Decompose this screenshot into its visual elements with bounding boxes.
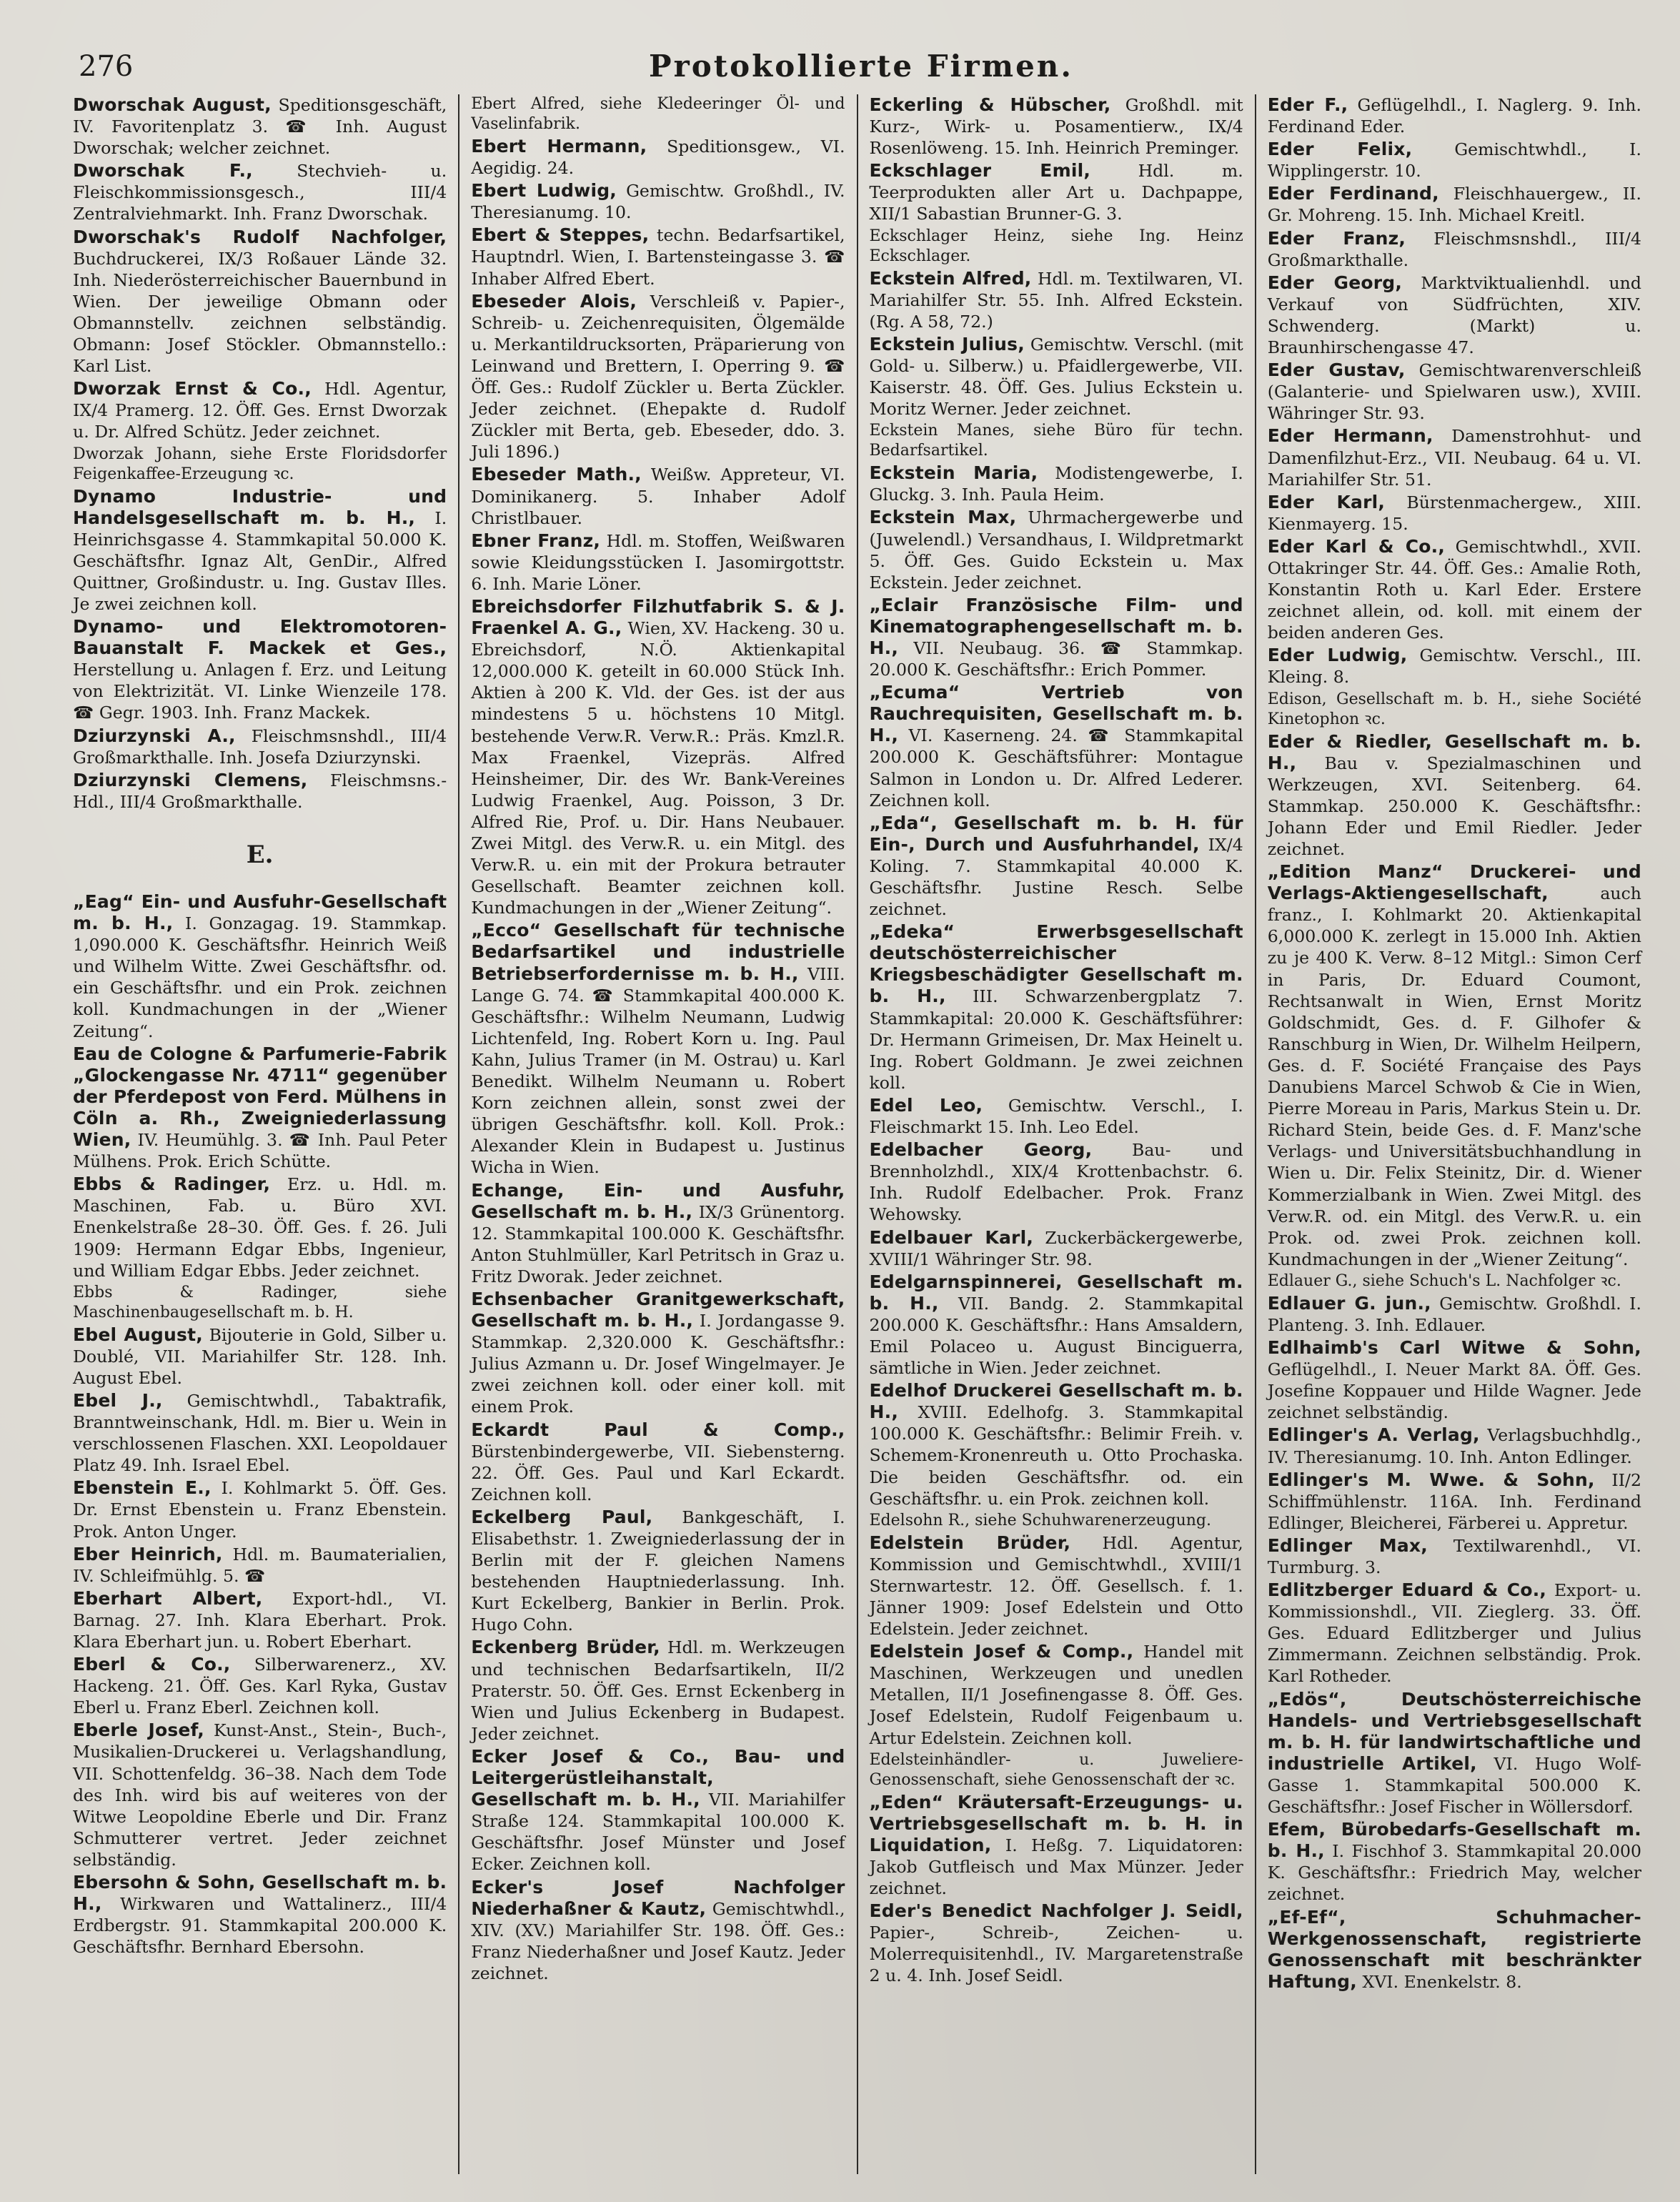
firm-entry <box>1268 1579 1641 1687</box>
column-4 <box>1255 94 1653 2174</box>
firm-entry <box>73 1588 447 1652</box>
firm-name: Eder Felix, <box>1267 139 1413 160</box>
firm-details: Textilwarenhdl., VI. Turmburg. 3. <box>1267 1535 1642 1577</box>
firm-name: Edlinger's A. Verlag, <box>1267 1424 1480 1446</box>
firm-details: Bau- und Brennholzhdl., XIX/4 Krottenbachstr. 6. Inh. Rudolf Edelbacher. Prok. Franz Wehowsky. <box>869 1140 1243 1225</box>
firm-details: Edelsohn R., siehe Schuhwarenerzeugung. <box>869 1511 1211 1529</box>
firm-details: Handel mit Maschinen, Werkzeugen und unedlen Metallen, II/1 Josefinengasse 8. Öff. Ges. Josef Edelstein, Rudolf Feigenbaum u. Artur Edelstein. Zeichnen koll. <box>869 1642 1243 1748</box>
firm-entry <box>73 1324 447 1389</box>
firm-entry <box>1268 183 1641 226</box>
firm-entry <box>1268 272 1641 358</box>
firm-entry <box>471 530 845 595</box>
firm-name: Edelstein Brüder, <box>869 1532 1071 1553</box>
firm-name: Dynamo- und Elektromotoren-Bauanstalt F. Mackek et Ges., <box>73 616 447 659</box>
firm-details: Bau v. Spezialmaschinen und Werkzeugen, XVI. Seitenberg. 64. Stammkap. 250.000 K. Geschäftsfhr.: Johann Eder und Emil Riedler. Jeder zeichnet. <box>1267 753 1641 859</box>
firm-entry <box>73 1174 447 1281</box>
firm-entry <box>1268 1689 1641 1818</box>
firm-details: VIII. Lange G. 74. ☎ Stammkapital 400.000 K. Geschäftsfhr.: Wilhelm Neumann, Ludwig Lichtenfeld, Ing. Robert Korn u. Ing. Paul Kahn, Julius Tramer (in M. Ostrau) u. Karl Benedikt. Wilhelm Neumann u. Robert Korn zeichnen allein, sonst zwei der übrigen Geschäftsfhr. koll. Koll. Prok.: Alexander Klein in Budapest u. Justinus Wicha in Wien. <box>471 963 845 1178</box>
firm-details: Hdl. Agentur, IX/4 Pramerg. 12. Öff. Ges. Ernst Dworzak u. Dr. Alfred Schütz. Jeder zeichnet. <box>73 379 447 442</box>
firm-name: Eckstein Max, <box>869 507 1017 528</box>
firm-details: Speditionsgew., VI. Aegidig. 24. <box>471 137 845 179</box>
firm-details: I. Fischhof 3. Stammkapital 20.000 K. Geschäftsfhr.: Friedrich May, welcher zeichnet. <box>1267 1841 1641 1905</box>
firm-details: Fleischmsnshdl., III/4 Großmarkthalle. Inh. Josefa Dziurzynski. <box>73 725 447 768</box>
firm-entry <box>73 227 447 377</box>
firm-entry <box>471 464 845 528</box>
firm-entry <box>1268 425 1641 490</box>
firm-name: Ebert & Steppes, <box>471 224 650 246</box>
firm-details: Großhdl. mit Kurz-, Wirk- u. Posamentierw., IX/4 Rosenlöweng. 15. Inh. Heinrich Preminger. <box>869 95 1243 159</box>
firm-name: Dworschak F., <box>73 160 253 182</box>
firm-details: Kunst-Anst., Stein-, Buch-, Musikalien-Druckerei u. Verlagshandlung, VII. Schottenfeldg. 36–38. Nach dem Tode des Inh. wird bis auf weiteres von der Witwe Leopoldine Eberle und Dir. Franz Schmutterer vertret. Jeder zeichnet selbständig. <box>73 1720 447 1870</box>
firm-name: Ebeseder Alois, <box>471 290 637 312</box>
firm-name: Ebel August, <box>73 1324 203 1345</box>
firm-details: Verschleiß v. Papier-, Schreib- u. Zeichenrequisiten, Ölgemälde u. Merkantildrucksorten, Präparierung von Leinwand und Brettern, I. Operring 9. ☎ Öff. Ges.: Rudolf Zückler u. Berta Zückler. Jeder zeichnet. (Ehepakte d. Rudolf Zückler mit Berta, geb. Ebeseder, ddo. 3. Juli 1896.) <box>471 291 845 462</box>
firm-name: Edlitzberger Eduard & Co., <box>1267 1579 1547 1601</box>
cross-reference-entry <box>1268 1271 1641 1291</box>
firm-details: Damenstrohhut- und Damenfilzhut-Erz., VII. Neubaug. 64 u. VI. Mariahilfer Str. 51. <box>1267 426 1641 490</box>
firm-details: techn. Bedarfsartikel, Hauptndrl. Wien, I. Bartensteingasse 3. ☎ Inhaber Alfred Ebert. <box>471 225 845 289</box>
firm-details: Eckstein Manes, siehe Büro für techn. Bedarfsartikel. <box>869 422 1243 460</box>
firm-details: VI. Kaserneng. 24. ☎ Stammkapital 200.000 K. Geschäftsführer: Montague Salmon in London u. Dr. Alfred Lederer. Zeichnen koll. <box>869 725 1243 810</box>
firm-entry <box>1268 1819 1641 1905</box>
firm-name: Eckelberg Paul, <box>471 1506 653 1527</box>
firm-entry <box>870 507 1243 592</box>
firm-details: Edison, Gesellschaft m. b. H., siehe Société Kinetophon ꝛc. <box>1267 690 1641 728</box>
cross-reference-entry <box>870 1511 1243 1531</box>
firm-name: Edlinger's M. Wwe. & Sohn, <box>1267 1469 1595 1490</box>
firm-details: I. Heinrichsgasse 4. Stammkapital 50.000 K. Geschäftsfhr. Ignaz Alt, GenDir., Alfred Quittner, Großindustr. u. Ing. Gustav Illes. Je zwei zeichnen koll. <box>73 507 447 614</box>
firm-entry <box>870 1271 1243 1379</box>
firm-name: Edel Leo, <box>869 1094 983 1116</box>
column-1 <box>70 94 458 2174</box>
firm-details: Fleischmsns.-Hdl., III/4 Großmarkthalle. <box>73 770 447 812</box>
firm-entry <box>870 160 1243 224</box>
firm-name: Eder Karl & Co., <box>1267 535 1446 557</box>
firm-entry <box>73 160 447 224</box>
firm-name: „Ecco“ Gesellschaft für technische Bedarfsartikel und industrielle Betriebserfordernisse m. b. H., <box>471 920 845 984</box>
firm-details: II/2 Schiffmühlenstr. 116A. Inh. Ferdinand Edlinger, Bleicherei, Färberei u. Appretur. <box>1267 1469 1641 1533</box>
firm-entry <box>870 1532 1243 1640</box>
firm-entry <box>1268 731 1641 861</box>
firm-details: Gemischtw. Großhdl., IV. Theresianumg. 10. <box>471 181 845 223</box>
firm-details: III. Schwarzenbergplatz 7. Stammkapital: 20.000 K. Geschäftsführer: Dr. Hermann Grimeisen, Dr. Max Heinelt u. Ing. Robert Goldmann. Je zwei zeichnen koll. <box>869 986 1243 1093</box>
firm-name: Eberle Josef, <box>73 1720 204 1741</box>
firm-details: Hdl. m. Teerprodukten aller Art u. Dachpappe, XII/1 Sabastian Brunner-G. 3. <box>869 161 1243 224</box>
firm-name: Ebner Franz, <box>471 530 601 551</box>
firm-details: Hdl. m. Werkzeugen und technischen Bedarfsartikeln, II/2 Praterstr. 50. Öff. Ges. Ernst Eckenberg in Wien und Julius Eckenberg in Budapest. Jeder zeichnet. <box>471 1637 845 1744</box>
firm-entry <box>870 268 1243 332</box>
columns-container <box>70 94 1653 2174</box>
firm-entry <box>471 224 845 289</box>
cross-reference-entry <box>870 421 1243 461</box>
firm-details: Export- u. Kommissionshdl., VII. Zieglerg. 33. Öff. Ges. Eduard Edlitzberger und Julius Zimmermann. Zeichnen selbständig. Prok. Karl Rotheder. <box>1267 1580 1642 1687</box>
firm-details: Verlagsbuchhdlg., IV. Theresianumg. 10. Inh. Anton Edlinger. <box>1267 1425 1641 1467</box>
firm-details: Zuckerbäckergewerbe, XVIII/1 Währinger Str. 98. <box>869 1227 1243 1269</box>
firm-details: Gemischtwarenverschleiß (Galanterie- und Spielwaren usw.), XVIII. Währinger Str. 93. <box>1267 360 1641 424</box>
firm-entry <box>870 813 1243 920</box>
firm-name: Eckschlager Emil, <box>869 160 1091 182</box>
firm-entry <box>1268 1535 1641 1578</box>
firm-details: Gemischtw. Verschl., I. Fleischmarkt 15. Inh. Leo Edel. <box>869 1095 1243 1138</box>
firm-name: Dziurzynski Clemens, <box>73 769 308 790</box>
firm-entry <box>870 595 1243 680</box>
firm-details: I. Jordangasse 9. Stammkap. 2,320.000 K. Geschäftsfhr.: Julius Azmann u. Dr. Josef Wingelmayer. Je zwei zeichnen koll. oder einer koll. mit einem Prok. <box>471 1311 845 1417</box>
firm-details: Gemischtwhdl., Tabaktrafik, Branntweinschank, Hdl. m. Bier u. Wein in verschlossenen Flaschen. XXI. Leopoldauer Platz 49. Inh. Israel Ebel. <box>73 1390 447 1476</box>
firm-name: Eckardt Paul & Comp., <box>471 1419 845 1440</box>
firm-entry <box>73 486 447 615</box>
firm-name: Eberl & Co., <box>73 1654 231 1675</box>
firm-entry <box>1268 228 1641 271</box>
firm-entry <box>870 1380 1243 1509</box>
firm-name: Eder Ferdinand, <box>1267 183 1439 204</box>
firm-entry <box>1268 139 1641 182</box>
firm-entry <box>471 1419 845 1505</box>
firm-details: Herstellung u. Anlagen f. Erz. und Leitung von Elektrizität. VI. Linke Wienzeile 178. ☎ Gegr. 1903. Inh. Franz Mackek. <box>73 660 447 723</box>
firm-name: Edelgarnspinnerei, Gesellschaft m. b. H., <box>869 1271 1243 1314</box>
firm-name: „Eda“, Gesellschaft m. b. H. für Ein-, Durch und Ausfuhrhandel, <box>869 812 1243 855</box>
firm-entry <box>471 1877 845 1984</box>
firm-details: Hdl. m. Stoffen, Weißwaren sowie Kleidungsstücken I. Jasomirgottstr. 6. Inh. Marie Löner. <box>471 530 845 594</box>
firm-name: Ebert Ludwig, <box>471 180 617 202</box>
firm-name: Echange, Ein- und Ausfuhr, Gesellschaft m. b. H., <box>471 1179 845 1222</box>
firm-name: Edelstein Josef & Comp., <box>869 1641 1134 1662</box>
firm-name: Eder Ludwig, <box>1267 645 1408 666</box>
firm-details: Bürstenbindergewerbe, VII. Siebensterng. 22. Öff. Ges. Paul und Karl Eckardt. Zeichnen koll. <box>471 1441 845 1504</box>
firm-details: IV. Heumühlg. 3. ☎ Inh. Paul Peter Mülhens. Prok. Erich Schütte. <box>73 1130 447 1172</box>
firm-details: Modistengewerbe, I. Gluckg. 3. Inh. Paula Heim. <box>869 463 1243 505</box>
firm-name: Eder F., <box>1267 94 1348 115</box>
cross-reference-entry <box>73 445 447 485</box>
firm-name: Ecker's Josef Nachfolger Niederhaßner & Kautz, <box>471 1876 845 1919</box>
firm-entry <box>73 891 447 1042</box>
firm-entry <box>73 1720 447 1870</box>
firm-entry <box>870 1792 1243 1899</box>
firm-name: Eder Franz, <box>1267 227 1406 249</box>
running-title: Protokollierte Firmen. <box>649 49 1073 84</box>
firm-name: Eckstein Alfred, <box>869 267 1032 289</box>
firm-entry <box>471 1180 845 1287</box>
firm-name: Eau de Cologne & Parfumerie-Fabrik „Glockengasse Nr. 4711“ gegenüber der Pferdepost von Ferd. Mülhens in Cöln a. Rh., Zweigniederlassung Wien, <box>73 1043 447 1151</box>
firm-details: Gemischtwhdl., XIV. (XV.) Mariahilfer Str. 198. Öff. Ges.: Franz Niederhaßner und Josef Kautz. Jeder zeichnet. <box>471 1898 845 1983</box>
firm-name: „Edeka“ Erwerbsgesellschaft deutschösterreichischer Kriegsbeschädigter Gesellschaft m. b. H., <box>869 921 1243 1007</box>
firm-entry <box>471 1289 845 1418</box>
firm-name: Eberhart Albert, <box>73 1587 263 1609</box>
firm-details: Bijouterie in Gold, Silber u. Doublé, VII. Mariahilfer Str. 128. Inh. August Ebel. <box>73 1324 447 1388</box>
firm-entry <box>1268 1424 1641 1467</box>
firm-entry <box>1268 492 1641 535</box>
firm-details: Bankgeschäft, I. Elisabethstr. 1. Zweigniederlassung der in Berlin mit der F. gleichen Namens bestehenden Hauptniederlassung. Inh. Kurt Eckelberg, Bankier in Berlin. Prok. Hugo Cohn. <box>471 1507 845 1635</box>
firm-entry <box>73 378 447 442</box>
firm-entry <box>471 1637 845 1744</box>
firm-details: Export-hdl., VI. Barnag. 27. Inh. Klara Eberhart. Prok. Klara Eberhart jun. u. Robert Eberhart. <box>73 1588 447 1652</box>
cross-reference-entry <box>73 1283 447 1323</box>
firm-name: „Eden“ Kräutersaft-Erzeugungs- u. Vertriebsgesellschaft m. b. H. in Liquidation, <box>869 1791 1243 1855</box>
firm-entry <box>1268 1293 1641 1336</box>
section-letter: E. <box>246 840 274 869</box>
firm-name: Eder Karl, <box>1267 491 1386 512</box>
firm-name: „Eag“ Ein- und Ausfuhr-Gesellschaft m. b. H., <box>73 891 447 934</box>
column-2 <box>458 94 856 2174</box>
firm-name: „Ef-Ef“, Schuhmacher-Werkgenossenschaft, registrierte Genossenschaft mit beschränkter Haftung, <box>1267 1906 1641 1992</box>
cross-reference-entry <box>471 94 845 134</box>
firm-name: Eder Hermann, <box>1267 425 1433 447</box>
firm-name: Ebersohn & Sohn, Gesellschaft m. b. H., <box>73 1872 447 1915</box>
column-3 <box>857 94 1255 2174</box>
firm-details: VII. Mariahilfer Straße 124. Stammkapital 100.000 K. Geschäftsfhr. Josef Münster und Josef Ecker. Zeichnen koll. <box>471 1790 845 1875</box>
firm-entry <box>471 136 845 179</box>
firm-details: I. Gonzagag. 19. Stammkap. 1,090.000 K. Geschäftsfhr. Heinrich Weiß und Wilhelm Witte. Zwei Geschäftsfhr. od. ein Geschäftsfhr. und ein Prok. zeichnen koll. Kundmachungen in der „Wiener Zeitung“. <box>73 913 447 1041</box>
firm-details: Ebert Alfred, siehe Kledeeringer Öl- und Vaselinfabrik. <box>471 95 845 133</box>
firm-name: Dynamo Industrie- und Handelsgesellschaft m. b. H., <box>73 485 447 528</box>
firm-entry <box>471 596 845 918</box>
firm-entry <box>73 1043 447 1173</box>
firm-name: Eckstein Maria, <box>869 462 1038 484</box>
firm-details: Speditionsgeschäft, IV. Favoritenplatz 3. ☎ Inh. August Dworschak; welcher zeichnet. <box>73 95 447 159</box>
firm-name: Dworschak's Rudolf Nachfolger, <box>73 226 447 247</box>
firm-name: Eckenberg Brüder, <box>471 1637 660 1658</box>
firm-details: auch franz., I. Kohlmarkt 20. Aktienkapital 6,000.000 K. zerlegt in 15.000 Inh. Aktien zu je 400 K. Verw. 8–12 Mitgl.: Simon Cerf in Paris, Dr. Eduard Coumont, Rechtsanwalt in Wien, Ernst Moritz Goldschmidt, Ges. d. F. Gilhofer & Ranschburg in Wien, Dr. Wilhelm Heilpern, Ges. d. F. Société Française des Pays Danubiens Marcel Schwob & Cie in Wien, Pierre Moreau in Paris, Markus Stein u. Dr. Richard Stein, beide Ges. d. F. Manz'sche Verlags- und Universitätsbuchhandlung in Wien u. Dir. Felix Steinitz, Dir. d. Wiener Kommerzialbank in Wien. Zwei Mitgl. des Verw.R. od. ein Mitgl. des Verw.R. u. ein Prok. od. zwei Prok. zeichnen koll. Kundmachungen in der „Wiener Zeitung“. <box>1267 883 1641 1269</box>
page-header <box>79 44 1644 101</box>
firm-entry <box>870 1139 1243 1225</box>
firm-name: Ebel J., <box>73 1389 163 1411</box>
firm-name: Ebert Hermann, <box>471 136 647 157</box>
firm-entry <box>73 770 447 813</box>
firm-details: Gemischtwhdl., I. Wipplingerstr. 10. <box>1267 139 1641 182</box>
firm-entry <box>1268 94 1641 137</box>
firm-details: Ebbs & Radinger, siehe Maschinenbaugesellschaft m. b. H. <box>73 1283 447 1321</box>
firm-name: Edelbauer Karl, <box>869 1226 1034 1248</box>
firm-details: Hdl. m. Baumaterialien, IV. Schleifmühlg. 5. ☎ <box>73 1544 447 1586</box>
firm-details: Fleischhauergew., II. Gr. Mohreng. 15. Inh. Michael Kreitl. <box>1267 184 1641 226</box>
firm-name: Ebbs & Radinger, <box>73 1174 271 1195</box>
page-number: 276 <box>79 50 134 83</box>
firm-entry <box>73 1477 447 1542</box>
firm-entry <box>1268 1907 1641 1993</box>
firm-name: Echsenbacher Granitgewerkschaft, Gesellschaft m. b. H., <box>471 1288 845 1331</box>
firm-details: Gemischtw. Verschl. (mit Gold- u. Silberw.) u. Pfaidlergewerbe, VII. Kaiserstr. 48. Öff. Ges. Julius Eckstein u. Moritz Werner. Jeder zeichnet. <box>869 334 1243 420</box>
firm-details: Wirkwaren und Wattalinerz., III/4 Erdbergstr. 91. Stammkapital 200.000 K. Geschäftsfhr. Bernhard Ebersohn. <box>73 1894 447 1958</box>
firm-details: Gemischtwhdl., XVII. Ottakringer Str. 44. Öff. Ges.: Amalie Roth, Konstantin Roth u. Karl Eder. Erstere zeichnet allein, od. koll. mit einem der beiden anderen Ges. <box>1267 536 1641 643</box>
firm-details: VII. Bandg. 2. Stammkapital 200.000 K. Geschäftsfhr.: Hans Amsaldern, Emil Polaceo u. August Binciguerra, sämtliche in Wien. Jeder zeichnet. <box>869 1293 1243 1379</box>
firm-details: Fleischmsnshdl., III/4 Großmarkthalle. <box>1267 228 1641 270</box>
firm-details: Bürstenmachergew., XIII. Kienmayerg. 15. <box>1267 492 1641 534</box>
firm-details: Gemischtw. Verschl., III. Kleing. 8. <box>1267 645 1641 688</box>
firm-name: Ebenstein E., <box>73 1477 212 1499</box>
firm-entry <box>471 180 845 223</box>
firm-name: Dziurzynski A., <box>73 725 236 746</box>
firm-name: Edelbacher Georg, <box>869 1139 1093 1161</box>
firm-name: Dworschak August, <box>73 94 272 115</box>
firm-name: Edlauer G. jun., <box>1267 1292 1431 1314</box>
firm-details: XVIII. Edelhofg. 3. Stammkapital 100.000 K. Geschäftsfhr.: Belimir Freih. v. Schemem-Kronenreuth u. Otto Prochaska. Die beiden Geschäftsfhr. od. ein Geschäftsfhr. u. ein Prok. zeichnen koll. <box>869 1402 1243 1509</box>
firm-details: Weißw. Appreteur, VI. Dominikanerg. 5. Inhaber Adolf Christlbauer. <box>471 465 845 528</box>
firm-entry <box>870 1227 1243 1270</box>
firm-entry <box>1268 645 1641 688</box>
firm-details: Erz. u. Hdl. m. Maschinen, Fab. u. Büro XVI. Enenkelstraße 28–30. Öff. Ges. f. 26. Juli 1909: Hermann Edgar Ebbs, Ingenieur, und William Edgar Ebbs. Jeder zeichnet. <box>73 1174 447 1281</box>
firm-details: Stechvieh- u. Fleischkommissionsgesch., III/4 Zentralviehmarkt. Inh. Franz Dworschak. <box>73 161 447 224</box>
firm-name: Eckstein Julius, <box>869 333 1025 354</box>
firm-entry <box>1268 1337 1641 1423</box>
firm-name: Eber Heinrich, <box>73 1543 223 1564</box>
firm-details: Silberwarenerz., XV. Hackeng. 21. Öff. Ges. Karl Ryka, Gustav Eberl u. Franz Eberl. Zeichnen koll. <box>73 1655 447 1718</box>
firm-entry <box>73 1654 447 1718</box>
firm-details: Dworzak Johann, siehe Erste Floridsdorfer Feigenkaffee-Erzeugung ꝛc. <box>73 445 447 483</box>
firm-details: Papier-, Schreib-, Zeichen- u. Molerrequisitenhdl., IV. Margaretenstraße 2 u. 4. Inh. Josef Seidl. <box>869 1923 1243 1986</box>
firm-entry <box>471 1746 845 1875</box>
firm-details: Geflügelhdl., I. Naglerg. 9. Inh. Ferdinand Eder. <box>1267 95 1641 137</box>
firm-details: Buchdruckerei, IX/3 Roßauer Lände 32. Inh. Niederösterreichischer Bauernbund in Wien. Der jeweilige Obmann oder Obmannstellv. zeichnen selbständig. Obmann: Josef Stöckler. Obmannstello.: Karl List. <box>73 248 447 377</box>
firm-name: Ebreichsdorfer Filzhutfabrik S. & J. Fraenkel A. G., <box>471 595 845 639</box>
firm-entry <box>870 1900 1243 1986</box>
firm-entry <box>1268 1469 1641 1534</box>
firm-entry <box>870 1641 1243 1748</box>
firm-entry <box>870 462 1243 505</box>
firm-entry <box>1268 861 1641 1270</box>
firm-details: I. Heßg. 7. Liquidatoren: Jakob Gutfleisch und Max Münzer. Jeder zeichnet. <box>869 1835 1243 1899</box>
firm-details: IX/3 Grünentorg. 12. Stammkapital 100.000 K. Geschäftsfhr. Anton Stuhlmüller, Karl Petritsch in Graz u. Fritz Dworak. Jeder zeichnet. <box>471 1201 845 1286</box>
firm-entry <box>73 94 447 159</box>
firm-entry <box>471 1507 845 1636</box>
firm-details: I. Kohlmarkt 5. Öff. Ges. Dr. Ernst Ebenstein u. Franz Ebenstein. Prok. Anton Unger. <box>73 1478 447 1542</box>
firm-entry <box>73 616 447 723</box>
firm-details: XVI. Enenkelstr. 8. <box>1356 1971 1522 1992</box>
firm-details: IX/4 Koling. 7. Stammkapital 40.000 K. Geschäftsfhr. Justine Resch. Selbe zeichnet. <box>869 834 1243 920</box>
firm-details: Edelsteinhändler- u. Juweliere-Genossenschaft, siehe Genossenschaft der ꝛc. <box>869 1750 1243 1789</box>
cross-reference-entry <box>1268 690 1641 730</box>
firm-details: Gemischtw. Großhdl. I. Planteng. 3. Inh. Edlauer. <box>1267 1293 1641 1335</box>
firm-name: Edelhof Druckerei Gesellschaft m. b. H., <box>869 1380 1243 1423</box>
firm-details: Geflügelhdl., I. Neuer Markt 8A. Öff. Ges. Josefine Koppauer und Hilde Wagner. Jede zeichnet selbständig. <box>1267 1359 1641 1423</box>
firm-entry <box>73 1872 447 1958</box>
firm-name: Dworzak Ernst & Co., <box>73 378 312 400</box>
cross-reference-entry <box>870 1750 1243 1790</box>
firm-entry <box>471 920 845 1178</box>
firm-name: „Eclair Französische Film- und Kinematographengesellschaft m. b. H., <box>869 594 1243 658</box>
firm-entry <box>870 334 1243 420</box>
firm-details: VII. Neubaug. 36. ☎ Stammkap. 20.000 K. Geschäftsfhr.: Erich Pommer. <box>869 638 1243 680</box>
firm-name: Edlhaimb's Carl Witwe & Sohn, <box>1267 1337 1641 1359</box>
firm-details: VI. Hugo Wolf-Gasse 1. Stammkapital 500.000 K. Geschäftsfhr.: Josef Fischer in Wöllersdorf. <box>1267 1753 1641 1817</box>
firm-details: Edlauer G., siehe Schuch's L. Nachfolger ꝛc. <box>1267 1271 1621 1290</box>
firm-details: Uhrmachergewerbe und (Juwelendl.) Versandhaus, I. Wildpretmarkt 5. Öff. Ges. Guido Eckstein u. Max Eckstein. Jeder zeichnet. <box>869 507 1243 592</box>
firm-entry <box>73 1390 447 1476</box>
firm-name: Edlinger Max, <box>1267 1534 1428 1556</box>
firm-name: Eckerling & Hübscher, <box>869 94 1111 115</box>
firm-entry <box>870 94 1243 159</box>
firm-name: Eder's Benedict Nachfolger J. Seidl, <box>869 1900 1243 1922</box>
firm-name: Efem, Bürobedarfs-Gesellschaft m. b. H., <box>1267 1819 1641 1862</box>
firm-entry <box>73 725 447 768</box>
firm-entry <box>73 1544 447 1587</box>
firm-name: Eder & Riedler, Gesellschaft m. b. H., <box>1267 730 1641 773</box>
cross-reference-entry <box>870 227 1243 267</box>
firm-name: Eder Georg, <box>1267 272 1403 293</box>
firm-name: Eder Gustav, <box>1267 359 1406 381</box>
firm-name: „Edition Manz“ Druckerei- und Verlags-Aktiengesellschaft, <box>1267 861 1641 904</box>
firm-name: Ebeseder Math., <box>471 464 642 485</box>
firm-details: Hdl. m. Textilwaren, VI. Mariahilfer Str. 55. Inh. Alfred Eckstein. (Rg. A 58, 72.) <box>869 268 1243 332</box>
firm-name: „Ecuma“ Vertrieb von Rauchrequisiten, Gesellschaft m. b. H., <box>869 682 1243 746</box>
firm-entry <box>870 682 1243 811</box>
firm-details: Eckschlager Heinz, siehe Ing. Heinz Eckschlager. <box>869 227 1243 265</box>
firm-name: „Edös“, Deutschösterreichische Handels- und Vertriebsgesellschaft m. b. H. für landwirtschaftliche und industrielle Artikel, <box>1267 1688 1641 1774</box>
firm-details: Marktviktualienhdl. und Verkauf von Südfrüchten, XIV. Schwenderg. (Markt) u. Braunhirschengasse 47. <box>1267 272 1641 358</box>
firm-entry <box>1268 359 1641 424</box>
firm-entry <box>471 291 845 463</box>
firm-entry <box>870 1095 1243 1138</box>
firm-details: Wien, XV. Hackeng. 30 u. Ebreichsdorf, N.Ö. Aktienkapital 12,000.000 K. geteilt in 60.000 Stück Inh. Aktien à 200 K. Vld. der Ges. ist der aus mindestens 5 u. höchstens 10 Mitgl. bestehende Verw.R. Verw.R.: Präs. Kmzl.R. Max Fraenkel, Vizepräs. Alfred Heinsheimer, Dir. des Wr. Bank-Vereines Ludwig Fraenkel, Aug. Poisson, 3 Dr. Alfred Rie, Prof. u. Dir. Hans Neubauer. Zwei Mitgl. des Verw.R. u. ein Mitgl. des Verw.R. u. ein mit der Prokura betrauter Gesellschaft. Beamter zeichnen koll. Kundmachungen in der „Wiener Zeitung“. <box>471 618 845 918</box>
firm-name: Ecker Josef & Co., Bau- und Leitergerüstleihanstalt, Gesellschaft m. b. H., <box>471 1745 845 1810</box>
firm-details: Hdl. Agentur, Kommission und Gemischtwhdl., XVIII/1 Sternwartestr. 12. Öff. Gesellsch. f. 1. Jänner 1909: Josef Edelstein und Otto Edelstein. Jeder zeichnet. <box>869 1532 1243 1640</box>
firm-entry <box>870 921 1243 1093</box>
firm-entry <box>1268 536 1641 643</box>
